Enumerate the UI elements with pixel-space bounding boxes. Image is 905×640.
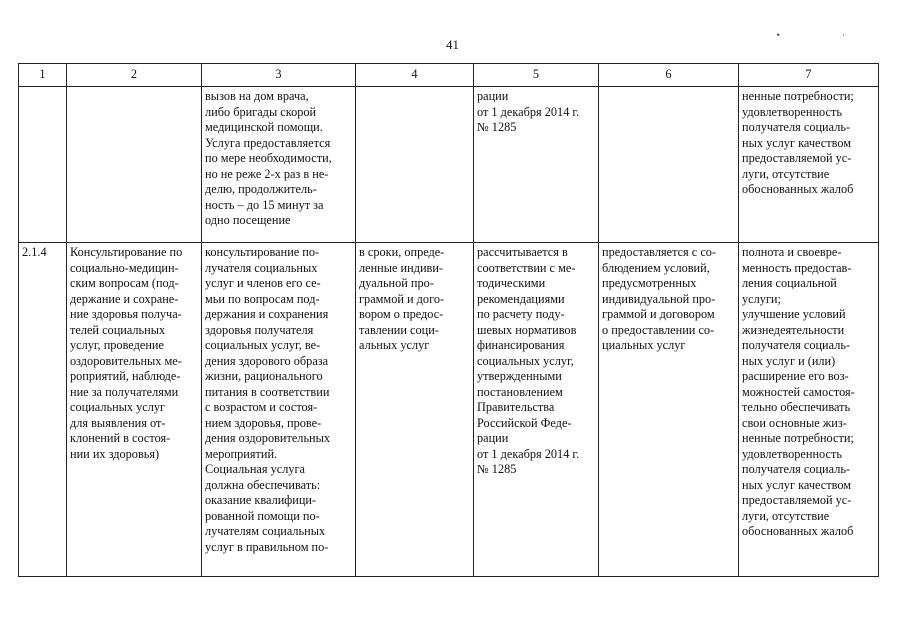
header-cell-6: 6 bbox=[599, 64, 739, 87]
table-row bbox=[19, 87, 879, 243]
header-cell-3: 3 bbox=[202, 64, 356, 87]
cell-quality-indicators: полнота и своевре- менность предостав- ления социальной услуги; улучшение условий жизнедеятельности получателя социаль- ных услуг и (или) расширение его воз- можностей самостоя- тельно обеспечивать свои основные жиз- ненные потребности; удовлетворенность получателя социаль- ных услуг качеством предоставляемой ус- луги, отсутствие обоснованных жалоб bbox=[739, 243, 879, 577]
scan-marks: • · bbox=[776, 30, 875, 40]
header-cell-4: 4 bbox=[356, 64, 474, 87]
table-row bbox=[19, 243, 879, 577]
header-cell-1: 1 bbox=[19, 64, 67, 87]
cell-number bbox=[19, 87, 67, 243]
cell-service-name: Консультирование по социально-медицин- ским вопросам (под- держание и сохране- ние здоровья получа- телей социальных услуг, проведение оздоровительных ме- роприятий, наблюде- ние за получателями социальных услуг для выявления от- клонений в состоя- нии их здоровья) bbox=[67, 243, 202, 577]
cell-number: 2.1.4 bbox=[19, 243, 67, 577]
cell-terms bbox=[356, 87, 474, 243]
cell-service-name bbox=[67, 87, 202, 243]
header-row bbox=[19, 64, 879, 87]
cell-conditions bbox=[599, 87, 739, 243]
header-cell-2: 2 bbox=[67, 64, 202, 87]
header-cell-7: 7 bbox=[739, 64, 879, 87]
standards-table bbox=[18, 63, 879, 577]
cell-description: вызов на дом врача, либо бригады скорой медицинской помощи. Услуга предоставляется по мере необходимости, но не реже 2-х раз в не- делю, продолжитель- ность – до 15 минут за одно посещение bbox=[202, 87, 356, 243]
header-cell-5: 5 bbox=[474, 64, 599, 87]
page-number: 41 bbox=[446, 37, 459, 52]
cell-conditions: предоставляется с со- блюдением условий, предусмотренных индивидуальной про- граммой и договором о предоставлении со- циальных услуг bbox=[599, 243, 739, 577]
cell-terms: в сроки, опреде- ленные индиви- дуальной про- граммой и дого- вором о предос- тавлении соци- альных услуг bbox=[356, 243, 474, 577]
cell-description: консультирование по- лучателя социальных услуг и членов его се- мьи по вопросам под- держания и сохранения здоровья получателя социальных услуг, ве- дения здорового образа жизни, рационального питания в соответствии с возрастом и состоя- нием здоровья, прове- дения оздоровительных мероприятий. Социальная услуга должна обеспечивать: оказание квалифици- рованной помощи по- лучателям социальных услуг в правильном по- bbox=[202, 243, 356, 577]
cell-tariff: рации от 1 декабря 2014 г. № 1285 bbox=[474, 87, 599, 243]
cell-tariff: рассчитывается в соответствии с ме- тодическими рекомендациями по расчету поду- шевых нормативов финансирования социальных услуг, утвержденными постановлением Правительства Российской Феде- рации от 1 декабря 2014 г. № 1285 bbox=[474, 243, 599, 577]
cell-quality-indicators: ненные потребности; удовлетворенность получателя социаль- ных услуг качеством предоставляемой ус- луги, отсутствие обоснованных жалоб bbox=[739, 87, 879, 243]
